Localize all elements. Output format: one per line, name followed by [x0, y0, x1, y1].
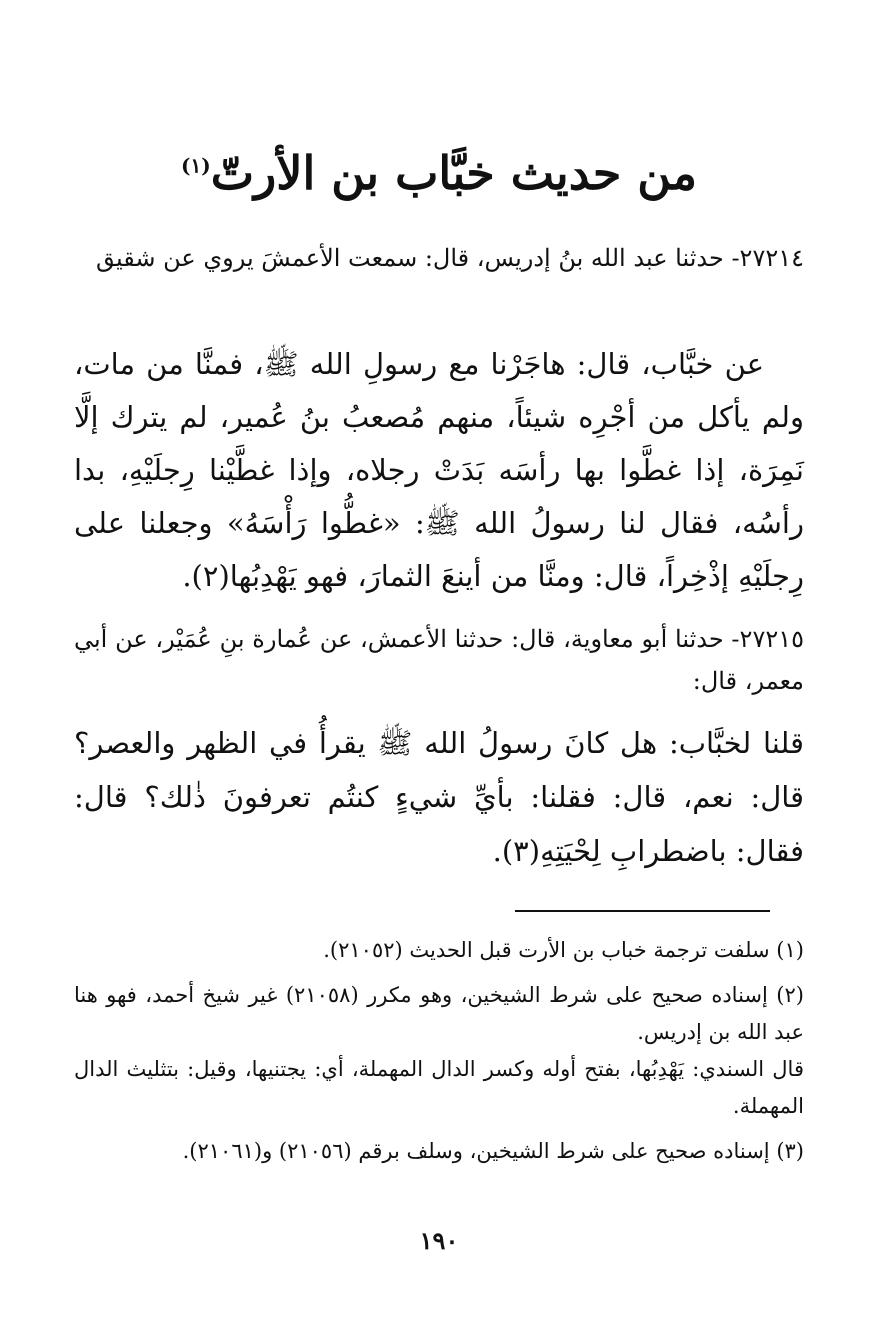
footnote: (٢) إسناده صحيح على شرط الشيخين، وهو مكرر (٢١٠٥٨) غير شيخ أحمد، فهو هنا عبد الله بن إدريس. — [74, 983, 804, 1044]
footnote: (١) سلفت ترجمة خباب بن الأرت قبل الحديث (٢١٠٥٢). — [323, 938, 804, 962]
section-title — [0, 146, 878, 200]
footnote: قال السندي: يَهْدِبُها، بفتح أوله وكسر الدال المهملة، أي: يجتنيها، وقيل: بتثليث الدال المهملة. — [74, 1057, 804, 1118]
footnote-divider — [515, 910, 770, 912]
hadith-1-matn-text: عن خبَّاب، قال: هاجَرْنا مع رسولِ الله ﷺ، فمنَّا من مات، ولم يأكل من أجْرِه شيئاً، منهم مُصعبُ بنُ عُمير، لم يترك إلَّا نَمِرَة، إذا غطَّوا بها رأسَه بَدَتْ رجلاه، وإذا غطَّيْنا رِجلَيْهِ، بدا رأسُه، فقال لنا رسولُ الله ﷺ: «غطُّوا رَأْسَهُ» وجعلنا على رِجلَيْهِ إذْخِراً، قال: ومنَّا من أينعَ الثمارَ، فهو يَهْدِبُها(٢). — [74, 347, 804, 593]
hadith-1-isnad — [74, 238, 804, 278]
footnote: (٣) إسناده صحيح على شرط الشيخين، وسلف برقم (٢١٠٥٦) و(٢١٠٦١). — [182, 1139, 804, 1163]
hadith-2-isnad-text: ٢٧٢١٥- حدثنا أبو معاوية، قال: حدثنا الأعمش، عن عُمارة بنِ عُمَيْر، عن أبي معمر، قال: — [74, 625, 804, 695]
section-title-text: من حديث خبَّاب بن الأرتّ — [210, 146, 697, 200]
hadith-2-isnad — [74, 618, 804, 702]
hadith-1-isnad-text: ٢٧٢١٤- حدثنا عبد الله بنُ إدريس، قال: سمعت الأعمشَ يروي عن شقيق — [96, 244, 804, 272]
page-number: ١٩٠ — [419, 1226, 459, 1255]
hadith-2-matn — [74, 716, 804, 878]
hadith-2-matn-text: قلنا لخبَّاب: هل كانَ رسولُ الله ﷺ يقرأُ في الظهر والعصر؟ قال: نعم، قال: فقلنا: بأيِّ شيءٍ كنتُم تعرفونَ ذٰلك؟ قال: فقال: باضطرابِ لِحْيَتِهِ(٣). — [74, 726, 804, 868]
footnotes — [74, 932, 804, 1178]
footnote-ref: (١) — [181, 153, 211, 178]
hadith-1-matn — [74, 338, 804, 603]
